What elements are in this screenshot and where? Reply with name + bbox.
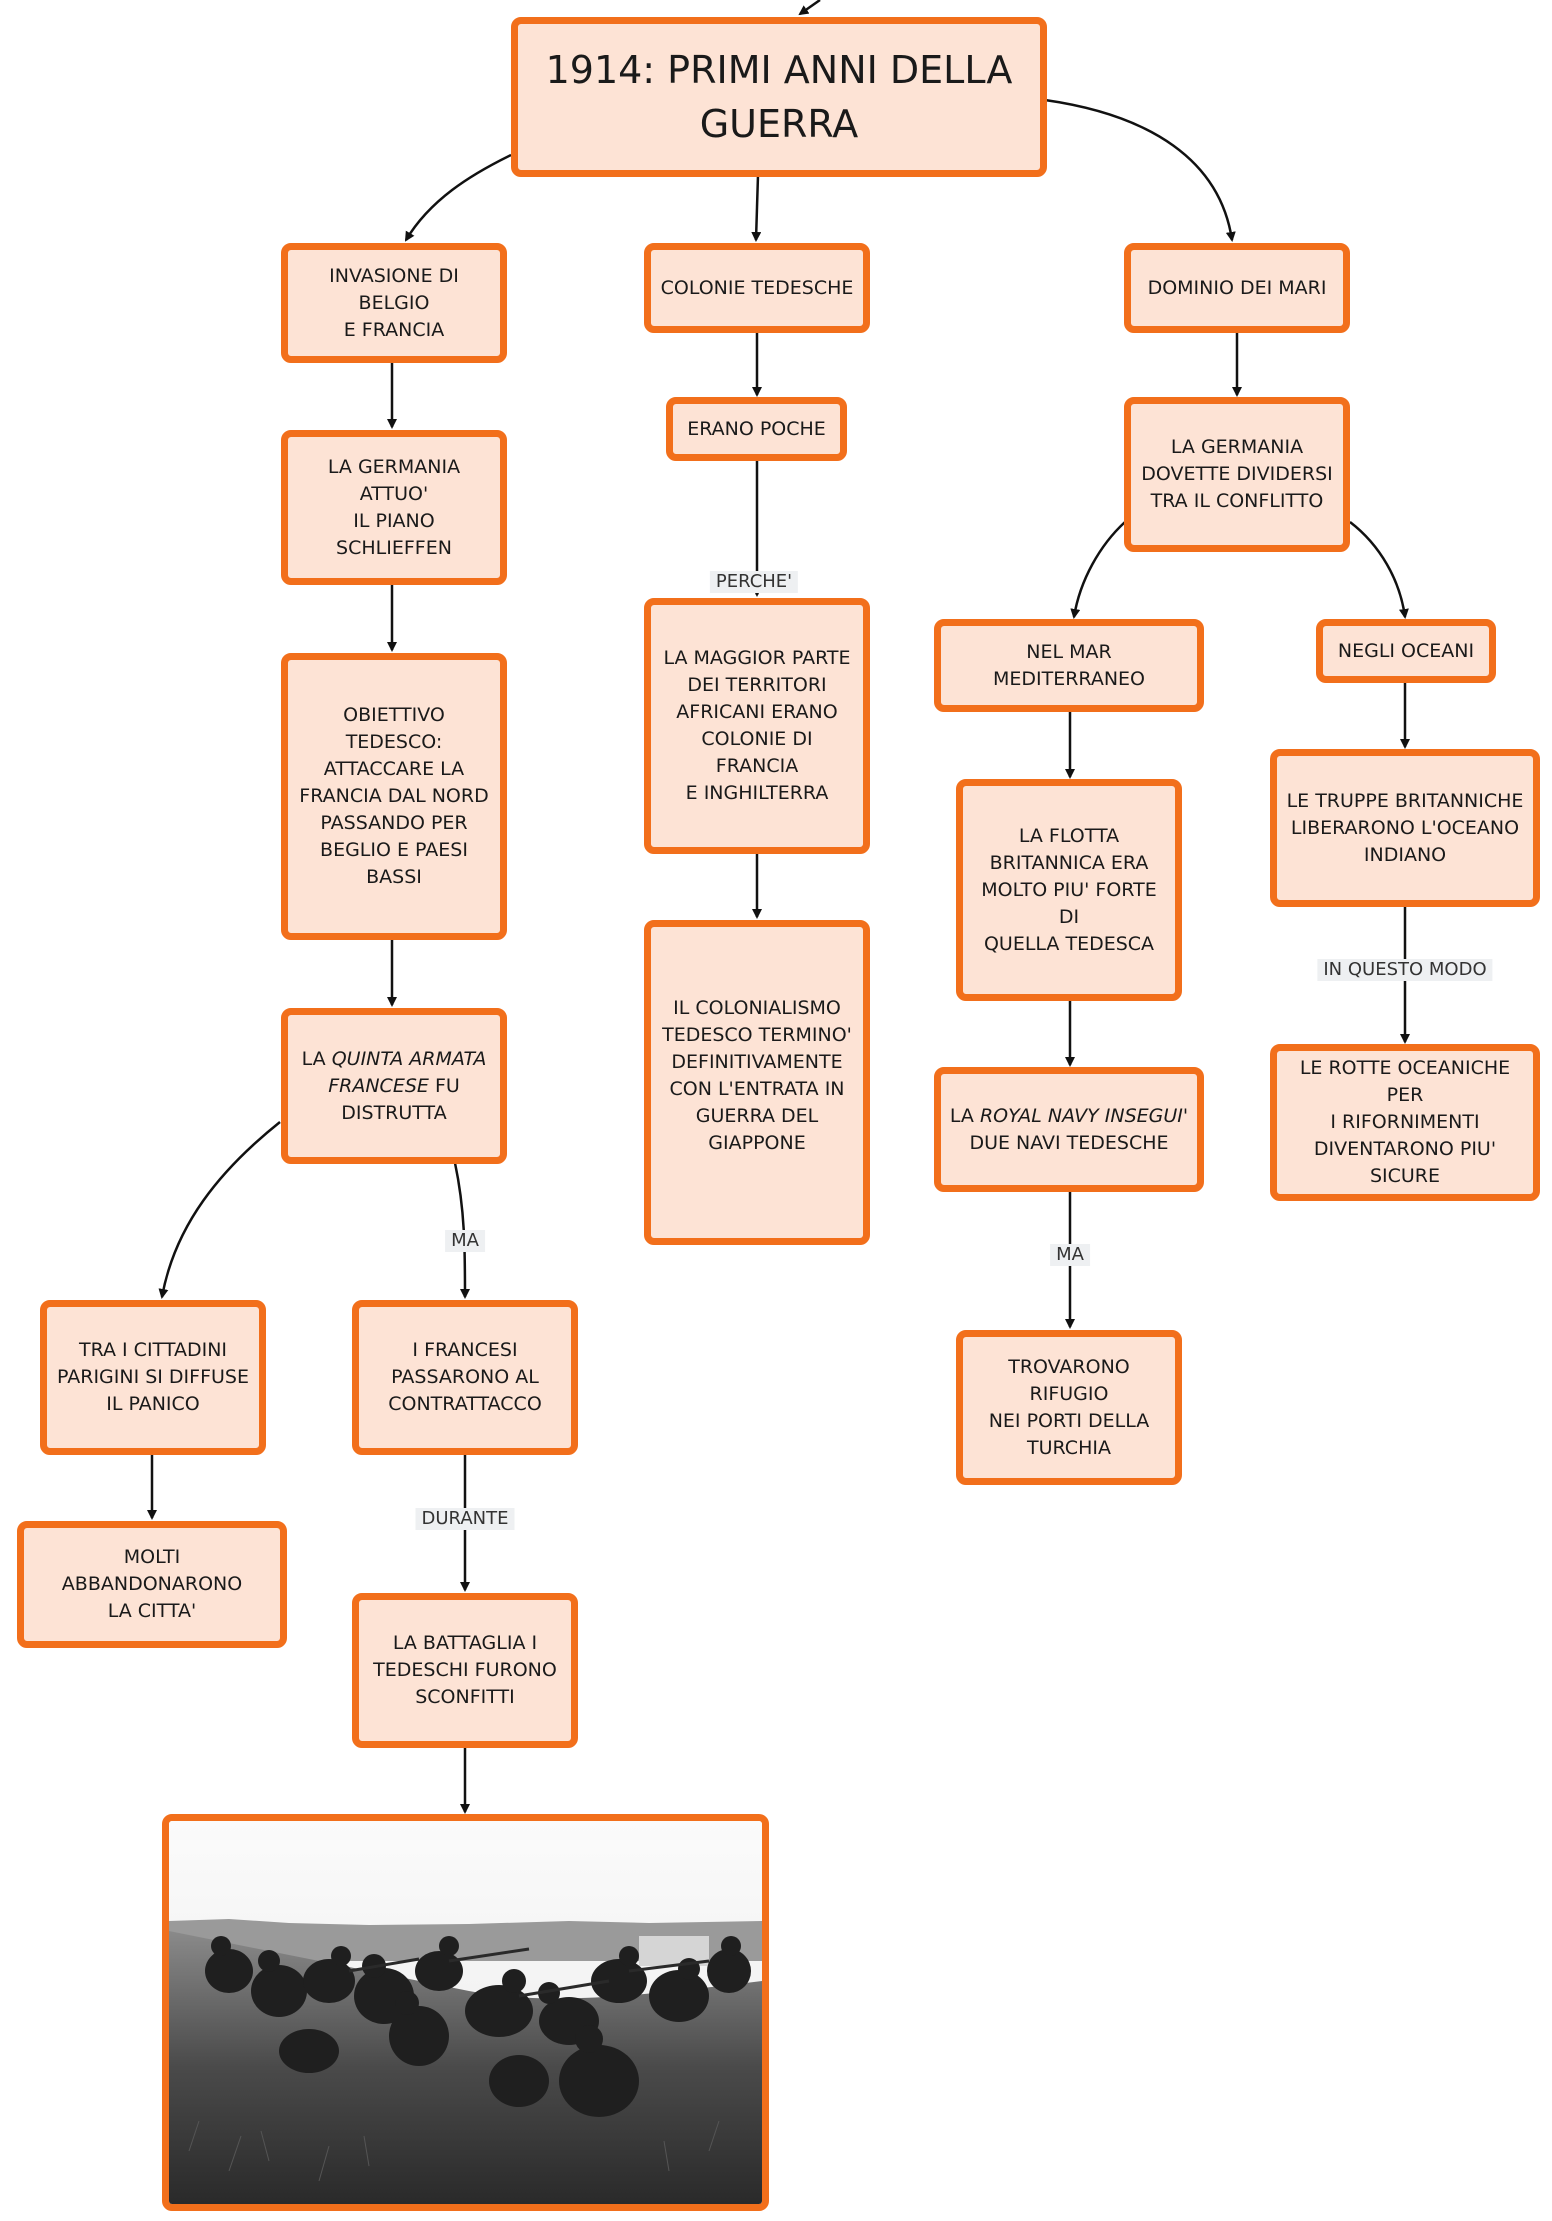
german-colonies-node: COLONIE TEDESCHE — [644, 243, 870, 333]
were-few-node: ERANO POCHE — [666, 397, 847, 461]
german-objective-node: OBIETTIVO TEDESCO: ATTACCARE LA FRANCIA DAL NORD PASSANDO PER BEGLIO E PAESI BASSI — [281, 653, 507, 940]
navy-italic: ROYAL NAVY INSEGUI' — [979, 1104, 1189, 1127]
label-perche: PERCHE' — [710, 571, 798, 593]
army-suffix: FU DISTRUTTA — [341, 1074, 460, 1124]
counterattack-node: I FRANCESI PASSARONO AL CONTRATTACCO — [352, 1300, 578, 1455]
battle-node: LA BATTAGLIA I TEDESCHI FURONO SCONFITTI — [352, 1593, 578, 1748]
navy-suffix: DUE NAVI TEDESCHE — [969, 1131, 1169, 1154]
schlieffen-plan-node: LA GERMANIA ATTUO' IL PIANO SCHLIEFFEN — [281, 430, 507, 585]
label-ma-left: MA — [445, 1230, 485, 1252]
mediterranean-node: NEL MAR MEDITERRANEO — [934, 619, 1204, 712]
arrow-split-oceans — [1350, 522, 1405, 617]
sea-dominion-node: DOMINIO DEI MARI — [1124, 243, 1350, 333]
colonialism-end-node: IL COLONIALISMO TEDESCO TERMINO' DEFINITIVAMENTE CON L'ENTRATA IN GUERRA DEL GIAPPONE — [644, 920, 870, 1245]
british-troops-node: LE TRUPPE BRITANNICHE LIBERARONO L'OCEANO INDIANO — [1270, 749, 1540, 907]
battlefield-photo-icon — [169, 1821, 762, 2204]
panic-node: TRA I CITTADINI PARIGINI SI DIFFUSE IL PANICO — [40, 1300, 266, 1455]
fifth-army-node — [281, 1008, 507, 1164]
turkey-refuge-node: TROVARONO RIFUGIO NEI PORTI DELLA TURCHIA — [956, 1330, 1182, 1485]
navy-prefix: LA — [949, 1104, 980, 1127]
arrow-split-med — [1074, 522, 1125, 617]
army-italic: QUINTA ARMATA FRANCESE — [328, 1047, 487, 1097]
label-durante: DURANTE — [416, 1508, 515, 1530]
invasion-node: INVASIONE DI BELGIO E FRANCIA — [281, 243, 507, 363]
arrow-title-left — [406, 155, 511, 240]
arrow-title-right — [1045, 100, 1232, 240]
germany-split-node: LA GERMANIA DOVETTE DIVIDERSI TRA IL CONFLITTO — [1124, 397, 1350, 552]
label-in-questo-modo: IN QUESTO MODO — [1317, 959, 1492, 981]
royal-navy-node — [934, 1067, 1204, 1192]
african-territories-node: LA MAGGIOR PARTE DEI TERRITORI AFRICANI ERANO COLONIE DI FRANCIA E INGHILTERRA — [644, 598, 870, 854]
fled-city-node: MOLTI ABBANDONARONO LA CITTA' — [17, 1521, 287, 1648]
arrow-army-panic — [162, 1122, 280, 1297]
battlefield-photo — [162, 1814, 769, 2211]
british-fleet-node: LA FLOTTA BRITANNICA ERA MOLTO PIU' FORTE DI QUELLA TEDESCA — [956, 779, 1182, 1001]
ocean-routes-node: LE ROTTE OCEANICHE PER I RIFORNIMENTI DIVENTARONO PIU' SICURE — [1270, 1044, 1540, 1201]
oceans-node: NEGLI OCEANI — [1316, 619, 1496, 683]
incoming-arrow — [800, 0, 820, 14]
title-node: 1914: PRIMI ANNI DELLA GUERRA — [511, 17, 1047, 177]
label-ma-right: MA — [1050, 1244, 1090, 1266]
arrow-title-middle — [756, 175, 758, 240]
army-prefix: LA — [301, 1047, 332, 1070]
